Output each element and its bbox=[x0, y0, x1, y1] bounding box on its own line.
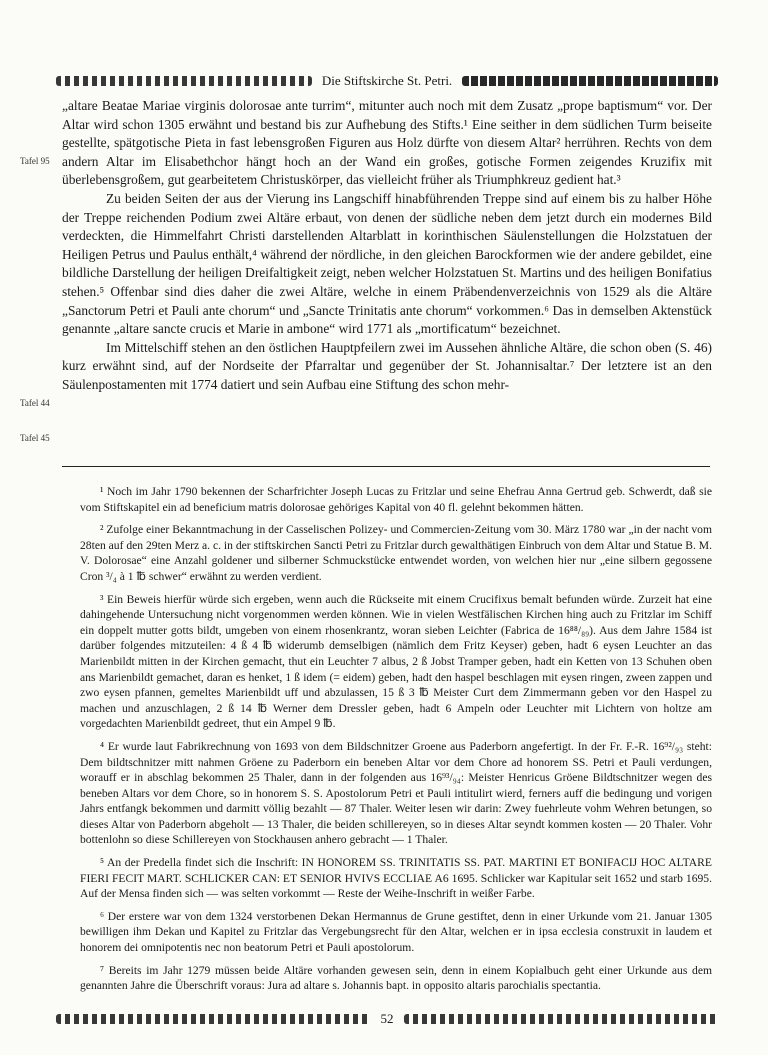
header-ornament-left bbox=[56, 76, 312, 86]
body-paragraph-2: Zu beiden Seiten der aus der Vierung ins Langschiff hinabführenden Treppe sind auf einem bis zu halber Höhe der Treppe reichenden Podium zwei Altäre erbaut, von denen der südliche neben dem jetzt durch ein modernes Bild verdeckten, die Himmelfahrt Christi darstellenden Altarblatt in korinthischen Säulenstellungen die Holzstatuen der Heiligen Petrus und Paulus enthält,⁴ während der nördliche, in den gleichen Barockformen wie der andere gebildet, eine bildliche Darstellung der heiligen Dreifaltigkeit zeigt, neben welcher Holzstatuen St. Martins und des heiligen Bonifatius stehen.⁵ Offenbar sind dies daher die zwei Altäre, welche in einem Präbendenverzeichnis von 1529 als die Altäre „Sanctorum Petri et Pauli ante chorum“ und „Sancte Trinitatis ante chorum“ vorkommen.⁶ Das in demselben Aktenstück genannte „altare sancte crucis et Marie in ambone“ wird 1771 als „mortificatum“ bezeichnet. bbox=[62, 190, 712, 337]
page-header bbox=[56, 70, 718, 92]
footnote-separator bbox=[62, 466, 710, 467]
footnote-7: ⁷ Bereits im Jahr 1279 müssen beide Altäre vorhanden gewesen sein, denn in einem Kopialbuch geht einer Urkunde aus dem genannten Jahre die Überschrift voraus: Jura ad altare s. Johannis bapt. in opposito altaris parochialis spectantia. bbox=[80, 963, 712, 993]
body-paragraph-3: Im Mittelschiff stehen an den östlichen Hauptpfeilern zwei im Aussehen ähnliche Altäre, die schon oben (S. 46) kurz erwähnt sind, auf der Nordseite der Pfarraltar und gegenüber der St. Johannisaltar.⁷ Der letztere ist an den Säulenpostamenten mit 1774 datiert und sein Aufbau eine Stiftung des schon mehr- bbox=[62, 339, 712, 392]
footnote-1: ¹ Noch im Jahr 1790 bekennen der Scharfrichter Joseph Lucas zu Fritzlar und seine Ehefrau Anna Gertrud geb. Schwerdt, daß sie vom Stiftskapitel ein ad beneficium matris dolorosae gehöriges Kapital von 40 fl. gelehnt bekommen hätten. bbox=[80, 485, 712, 514]
margin-label-tafel-95: Tafel 95 bbox=[20, 156, 50, 166]
footer-ornament-right bbox=[404, 1014, 719, 1024]
main-text bbox=[62, 97, 712, 395]
margin-label-tafel-45: Tafel 45 bbox=[20, 433, 50, 443]
footnote-6: ⁶ Der erstere war von dem 1324 verstorbenen Dekan Hermannus de Grune gestiftet, denn in einer Urkunde vom 21. Januar 1305 bewilligen ihm Dekan und Kapitel zu Fritzlar das Vergebungsrecht für den Altar, welchen er in ipsa ecclesia construxit in laudem et honorem dei omnipotentis nec non beatorum Petri et Pauli apostolorum. bbox=[80, 909, 712, 955]
footnote-5: ⁵ An der Predella findet sich die Inschrift: IN HONOREM SS. TRINITATIS SS. PAT. MARTINI ET BONIFACIJ HOC ALTARE FIERI FECIT MART. SCHLICKER CAN: ET SENIOR HVIVS ECCLIAE A6 1695. Schlicker war Kapitular seit 1652 und starb 1695. Auf der Mensa finden sich — was selten vorkommt — Reste der Weihe-Inschrift in weißer Farbe. bbox=[80, 856, 712, 901]
page-footer bbox=[56, 1008, 718, 1030]
footnote-3: ³ Ein Beweis hierfür würde sich ergeben, wenn auch die Rückseite mit einem Crucifixus bemalt befunden würde. Zurzeit hat eine dahingehende Untersuchung nicht vorgenommen werden können. Wie in vielen Westfälischen Kirchen hing auch zu Fritzlar im Schiff ein doppelt mutter gotts bildt, umgeben von einem rhosenkrantz, woran sieben Leichter (Fabrica de 16⁸⁸/₈₉). Aus dem Jahre 1584 ist darüber folgendes mitzuteilen: 4 ß 4 ℔ widerumb demselbigen (nämlich dem Fritz Keyser) geben, hadt 6 eysen Leuchter an das Marienbildt mitten in der Kirchen gemacht, thut ein Leuchter 7 albus, 2 ß Jobst Tramper geben, hadt ein Ketten von 13 Schuhen oben ans Marienbildt gemachet, daran es henket, 1 ß idem (= eidem) geben, hadt den haspel beschlagen mit eysen ringen, zween zappen und zwo eysen pfannen, gemeltes Marienbildt uff und abzulassen, 15 ß 3 ℔ Meister Curt dem Zimmermann geben vor den Haspel zu machen und anzuschlagen, 2 ß 14 ℔ Werner dem Dressler geben, hadt 6 Ampeln oder Leuchter mit Lichtern von holtze am vorgedachten Marienbildt gedreet, thut ein Ampel 9 ℔. bbox=[80, 592, 712, 731]
margin-label-tafel-44: Tafel 44 bbox=[20, 398, 50, 408]
footnote-4: ⁴ Er wurde laut Fabrikrechnung von 1693 von dem Bildschnitzer Groene aus Paderborn angefertigt. In der Fr. F.-R. 16⁹²/₉₃ steht: Dem bildtschnitzer mitt nahmen Gröene zu Paderborn ein beneben Altar vor dem Chore ad honorem SS. Petri et Pauli verdungen, worauff er in abschlag bekommen 25 Thaler, dann in der folgenden aus 16⁹³/₉₄: Meister Henricus Gröene Bildtschnitzer wegen des beneben Altars vor dem Chore, so in honorem S. S. Apostolorum Petri et Pauli intitulirt wierd, ferners auff die bedingung und vorigen Jahrs entfangk bekommen und darmitt völlig bezahlt — 87 Thaler. Weiter lesen wir darin: Zwey fuehrleute vohm Wehren betungen, so dieses Altar von Paderborn abgeholt — 13 Thaler, die beiden schillereyen, so in dieses Altar seyndt kommen kosten — 20 Thaler. Vohr bottenlohn so diese Schillereyen von Stockhausen anhero gebracht — 1 Thaler. bbox=[80, 739, 712, 847]
body-paragraph-1: „altare Beatae Mariae virginis dolorosae ante turrim“, mitunter auch noch mit dem Zusatz „prope baptismum“ vor. Der Altar wird schon 1305 erwähnt und bestand bis zur Aufhebung des Stifts.¹ Eine seither in dem südlichen Turm beiseite gestellte, spätgotische Pieta in fast lebensgroßen Figuren aus Holz dürfte von diesem Altar² herrühren. Rechts von dem andern Altar im Elisabethchor hängt hoch an der Wand ein großes, gotische Formen zeigendes Kruzifix mit überlebensgroßem, gut gearbeitetem Christuskörper, das vielleicht früher als Triumphkreuz gedient hat.³ bbox=[62, 98, 712, 188]
footnote-2: ² Zufolge einer Bekanntmachung in der Casselischen Polizey- und Commercien-Zeitung vom 30. März 1780 war „in der nacht vom 28ten auf den 29ten Merz a. c. in der stiftskirchen Sancti Petri zu Fritzlar durch gewalthätigen Einbruch von dem Altar und Statue B. M. V. Dolorosae“ eine Anzahl goldener und silberner Schmuckstücke entwendet worden, von welchen hier nur „eine silbern gegossene Cron ³/₄ à 1 ℔ schwer“ erwähnt zu werden verdient. bbox=[80, 523, 713, 583]
footer-ornament-left bbox=[56, 1014, 371, 1024]
footnotes bbox=[80, 484, 712, 1001]
header-ornament-right bbox=[462, 76, 718, 86]
running-head: Die Stiftskirche St. Petri. bbox=[321, 73, 453, 88]
page-number: 52 bbox=[380, 1011, 394, 1026]
